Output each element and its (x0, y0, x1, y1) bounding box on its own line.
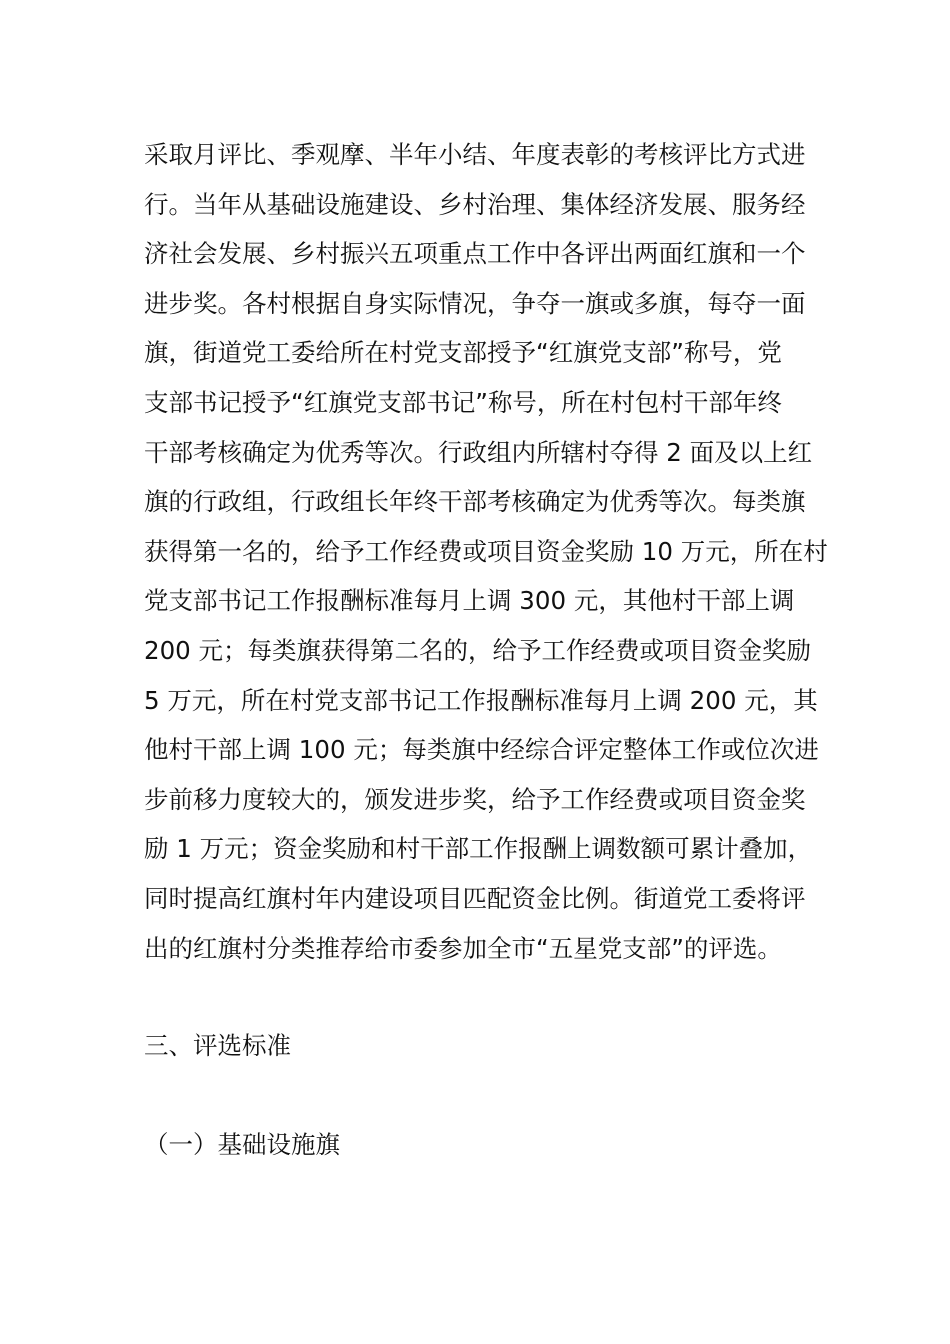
paragraph-line: 励 1 万元；资金奖励和村干部工作报酬上调数额可累计叠加， (144, 834, 813, 864)
paragraph-line: 党支部书记工作报酬标准每月上调 300 元，其他村干部上调 (144, 586, 795, 616)
paragraph-line: 行。当年从基础设施建设、乡村治理、集体经济发展、服务经 (144, 189, 806, 219)
paragraph-line: 200 元；每类旗获得第二名的，给予工作经费或项目资金奖励 (144, 635, 812, 665)
paragraph-line: 5 万元，所在村党支部书记工作报酬标准每月上调 200 元，其 (144, 685, 818, 715)
paragraph-line: 旗的行政组，行政组长年终干部考核确定为优秀等次。每类旗 (144, 487, 806, 517)
paragraph-line: 采取月评比、季观摩、半年小结、年度表彰的考核评比方式进 (144, 140, 806, 169)
paragraph-line: 步前移力度较大的，颁发进步奖，给予工作经费或项目资金奖 (144, 784, 806, 814)
paragraph-line: 他村干部上调 100 元；每类旗中经综合评定整体工作或位次进 (144, 735, 819, 765)
paragraph-line: 进步奖。各村根据自身实际情况，争夺一旗或多旗，每夺一面 (144, 288, 806, 318)
paragraph-line: 同时提高红旗村年内建设项目匹配资金比例。街道党工委将评 (144, 883, 806, 913)
paragraph-line: 济社会发展、乡村振兴五项重点工作中各评出两面红旗和一个 (144, 239, 806, 269)
paragraph-line: 支部书记授予“红旗党支部书记”称号，所在村包村干部年终 (144, 387, 782, 417)
paragraph-line: 获得第一名的，给予工作经费或项目资金奖励 10 万元，所在村 (144, 536, 828, 566)
paragraph-line: 出的红旗村分类推荐给市委参加全市“五星党支部”的评选。 (144, 933, 782, 963)
paragraph-line: 旗，街道党工委给所在村党支部授予“红旗党支部”称号，党 (144, 338, 782, 368)
paragraph-line: 干部考核确定为优秀等次。行政组内所辖村夺得 2 面及以上红 (144, 437, 813, 467)
body-paragraph (144, 130, 828, 973)
subsection-heading: （一）基础设施旗 (144, 1130, 340, 1159)
section-heading: 三、评选标准 (144, 1031, 291, 1060)
